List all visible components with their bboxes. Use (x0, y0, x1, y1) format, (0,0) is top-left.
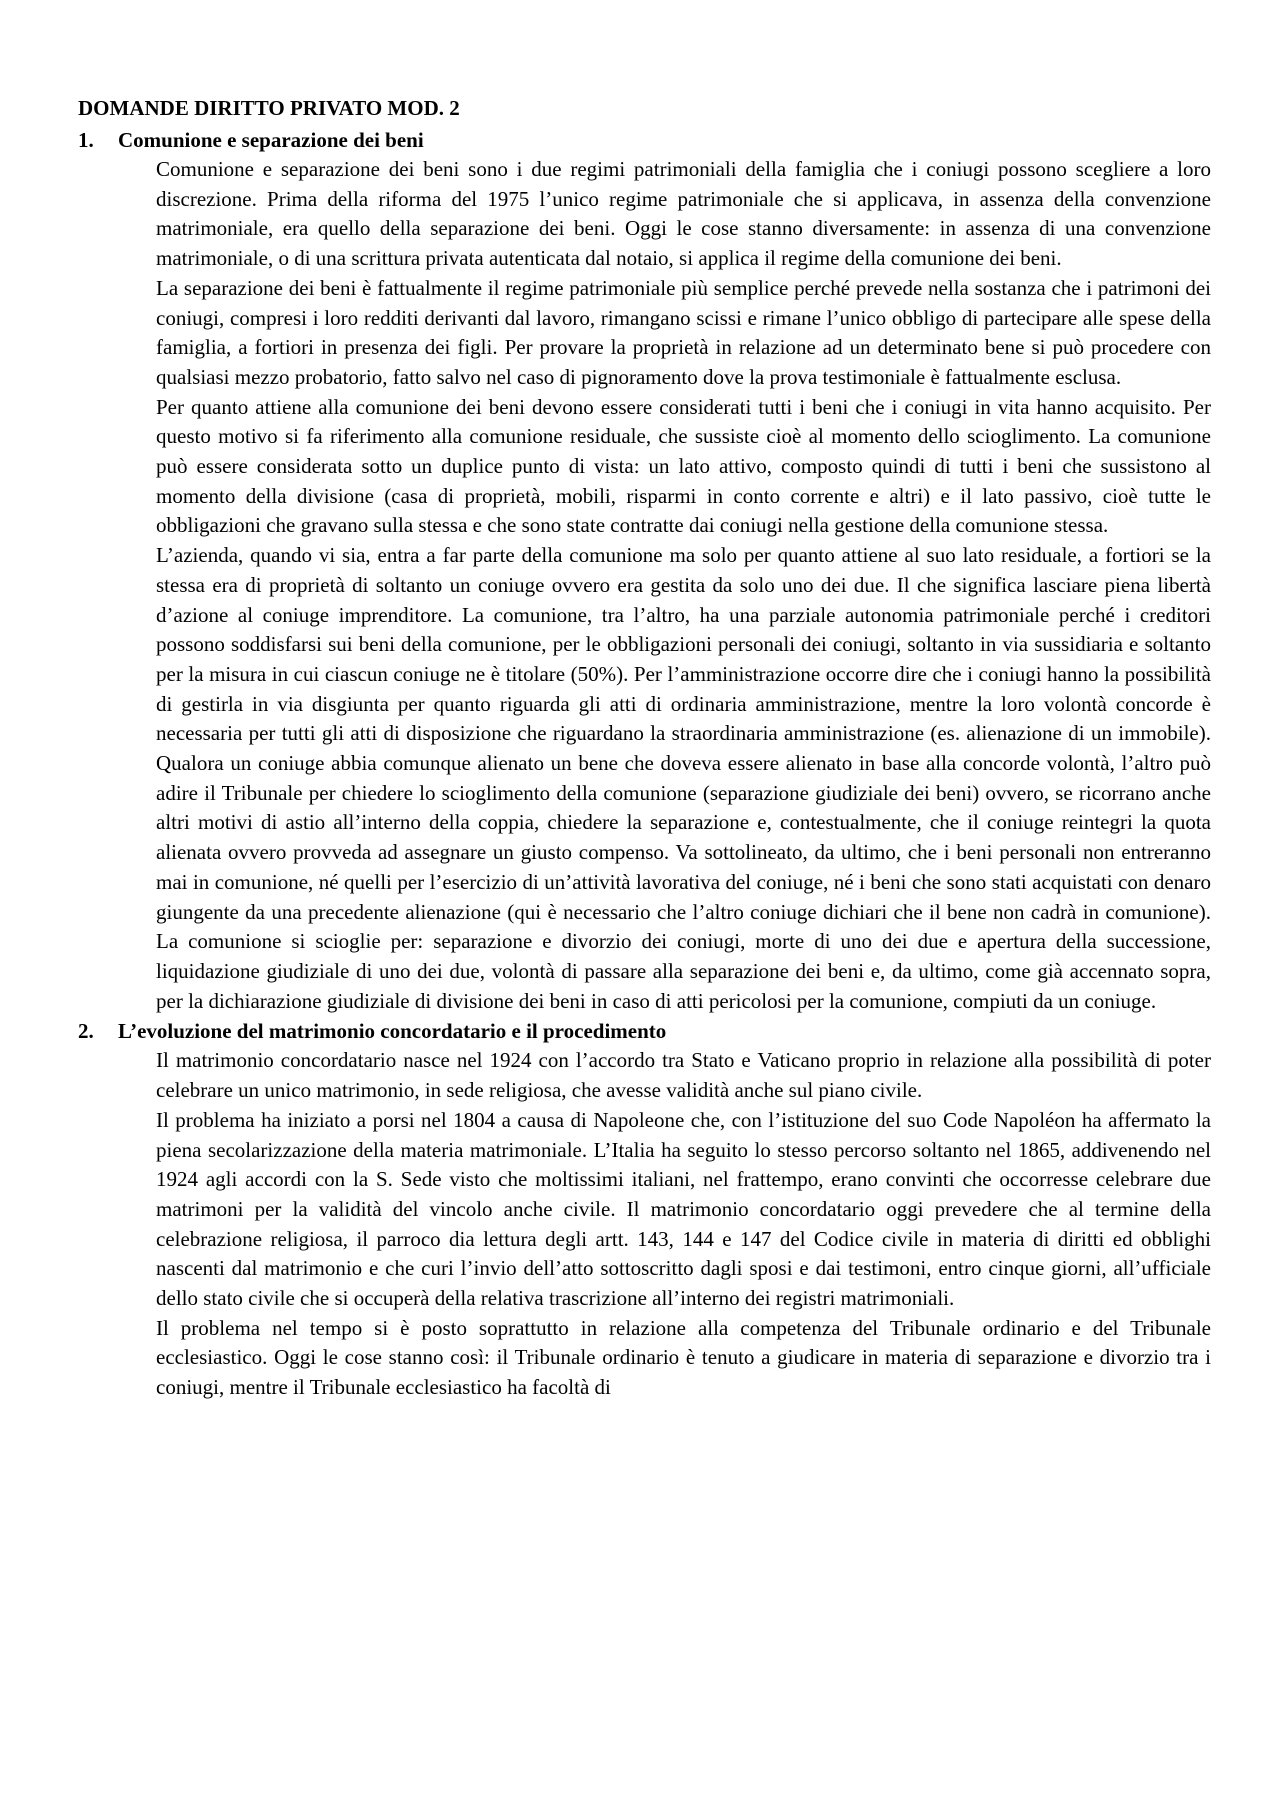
paragraph: Il matrimonio concordatario nasce nel 1924 con l’accordo tra Stato e Vaticano proprio in relazione alla possibilità di poter celebrare un unico matrimonio, in sede religiosa, che avesse validità anche sul piano civile. (156, 1048, 1211, 1103)
document-page (78, 93, 1211, 1403)
section-number: 2. (78, 1019, 94, 1044)
section-title: L’evoluzione del matrimonio concordatario e il procedimento (118, 1019, 667, 1044)
section-2 (78, 1016, 1211, 1402)
section-body (156, 1046, 1211, 1402)
section-title: Comunione e separazione dei beni (118, 128, 424, 152)
section-1 (78, 125, 1211, 1016)
section-heading (78, 1016, 1211, 1046)
document-title: DOMANDE DIRITTO PRIVATO MOD. 2 (78, 96, 460, 120)
section-heading (78, 125, 1211, 155)
section-number: 1. (78, 128, 94, 152)
paragraph: La separazione dei beni è fattualmente il regime patrimoniale più semplice perché prevede nella sostanza che i patrimoni dei coniugi, compresi i loro redditi derivanti dal lavoro, rimangano scissi e rimane l’unico obbligo di partecipare alle spese della famiglia, a fortiori in presenza dei figli. Per provare la proprietà in relazione ad un determinato bene si può procedere con qualsiasi mezzo probatorio, fatto salvo nel caso di pignoramento dove la prova testimoniale è fattualmente esclusa. (156, 275, 1211, 389)
paragraph: Comunione e separazione dei beni sono i due regimi patrimoniali della famiglia che i coniugi possono scegliere a loro discrezione. Prima della riforma del 1975 l’unico regime patrimoniale che si applicava, in assenza della convenzione matrimoniale, era quello della separazione dei beni. Oggi le cose stanno diversamente: in assenza di una convenzione matrimoniale, o di una scrittura privata autenticata dal notaio, si applica il regime della comunione dei beni. (156, 157, 1211, 271)
section-body (156, 155, 1211, 1016)
paragraph: Per quanto attiene alla comunione dei beni devono essere considerati tutti i beni che i coniugi in vita hanno acquisito. Per questo motivo si fa riferimento alla comunione residuale, che sussiste cioè al momento dello scioglimento. La comunione può essere considerata sotto un duplice punto di vista: un lato attivo, composto quindi di tutti i beni che sussistono al momento della divisione (casa di proprietà, mobili, risparmi in conto corrente e altri) e il lato passivo, cioè tutte le obbligazioni che gravano sulla stessa e che sono state contratte dai coniugi nella gestione della comunione stessa. (156, 394, 1211, 538)
paragraph: L’azienda, quando vi sia, entra a far parte della comunione ma solo per quanto attiene al suo lato residuale, a fortiori se la stessa era di proprietà di soltanto un coniuge ovvero era gestita da solo uno dei due. Il che significa lasciare piena libertà d’azione al coniuge imprenditore. La comunione, tra l’altro, ha una parziale autonomia patrimoniale perché i creditori possono soddisfarsi sui beni della comunione, per le obbligazioni personali dei coniugi, soltanto in via sussidiaria e soltanto per la misura in cui ciascun coniuge ne è titolare (50%). Per l’amministrazione occorre dire che i coniugi hanno la possibilità di gestirla in via disgiunta per quanto riguarda gli atti di ordinaria amministrazione, mentre la loro volontà concorde è necessaria per tutti gli atti di disposizione che riguardano la straordinaria amministrazione (es. alienazione di un immobile). Qualora un coniuge abbia comunque alienato un bene che doveva essere alienato in base alla concorde volontà, l’altro può adire il Tribunale per chiedere lo scioglimento della comunione (separazione giudiziale dei beni) ovvero, se ricorrano anche altri motivi di astio all’interno della coppia, chiedere la separazione e, contestualmente, che il coniuge reintegri la quota alienata ovvero provveda ad assegnare un giusto compenso. Va sottolineato, da ultimo, che i beni personali non entreranno mai in comunione, né quelli per l’esercizio di un’attività lavorativa del coniuge, né i beni che sono stati acquistati con denaro giungente da una precedente alienazione (qui è necessario che l’altro coniuge dichiari che il bene non cadrà in comunione). La comunione si scioglie per: separazione e divorzio dei coniugi, morte di uno dei due e apertura della successione, liquidazione giudiziale di uno dei due, volontà di passare alla separazione dei beni e, da ultimo, come già accennato sopra, per la dichiarazione giudiziale di divisione dei beni in caso di atti pericolosi per la comunione, compiuti da un coniuge. (156, 543, 1211, 1013)
paragraph: Il problema nel tempo si è posto soprattutto in relazione alla competenza del Tribunale ordinario e del Tribunale ecclesiastico. Oggi le cose stanno così: il Tribunale ordinario è tenuto a giudicare in materia di separazione e divorzio tra i coniugi, mentre il Tribunale ecclesiastico ha facoltà di (156, 1315, 1211, 1400)
paragraph: Il problema ha iniziato a porsi nel 1804 a causa di Napoleone che, con l’istituzione del suo Code Napoléon ha affermato la piena secolarizzazione della materia matrimoniale. L’Italia ha seguito lo stesso percorso soltanto nel 1865, addivenendo nel 1924 agli accordi con la S. Sede visto che moltissimi italiani, nel frattempo, erano convinti che occorresse celebrare due matrimoni per la validità del vincolo anche civile. Il matrimonio concordatario oggi prevedere che al termine della celebrazione religiosa, il parroco dia lettura degli artt. 143, 144 e 147 del Codice civile in materia di diritti ed obblighi nascenti dal matrimonio e che curi l’invio dell’atto sottoscritto dagli sposi e dai testimoni, entro cinque giorni, all’ufficiale dello stato civile che si occuperà della relativa trascrizione all’interno dei registri matrimoniali. (156, 1107, 1211, 1311)
